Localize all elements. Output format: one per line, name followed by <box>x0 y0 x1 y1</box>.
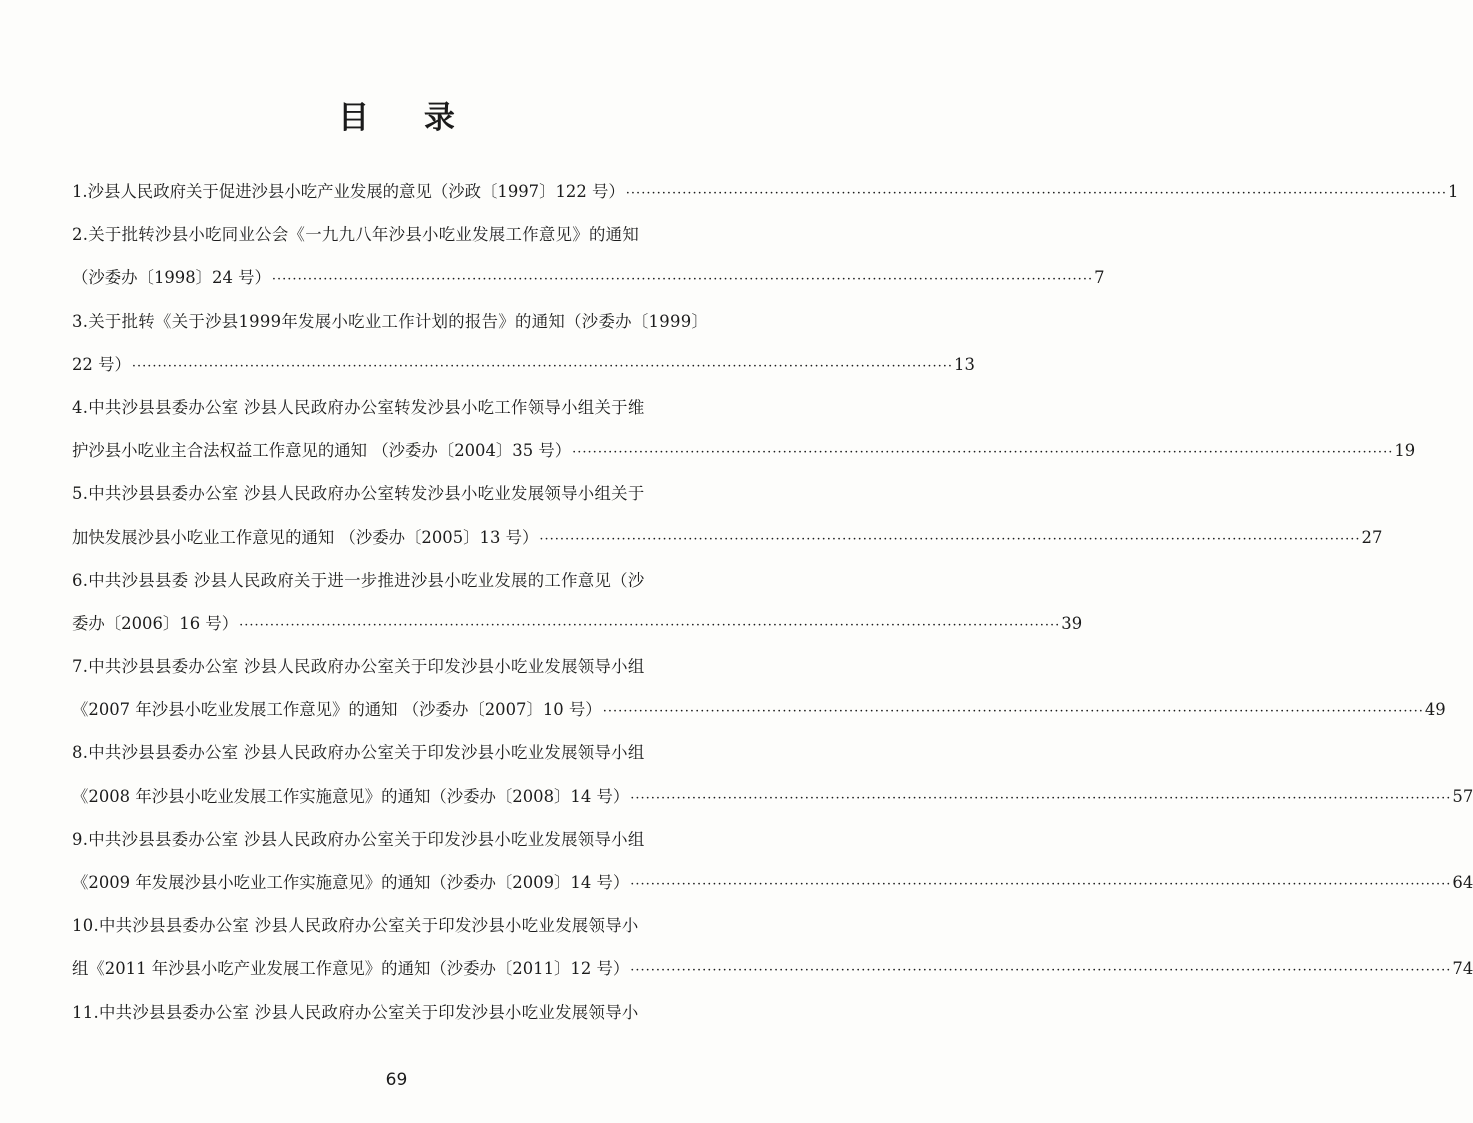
dot-leader: ································································································································································ <box>131 358 954 374</box>
toc-entry-line <box>72 478 718 521</box>
toc-entry-line <box>72 176 1459 219</box>
toc-entry-text: 4.中共沙县县委办公室 沙县人民政府办公室转发沙县小吃工作领导小组关于维 <box>72 397 645 417</box>
toc-entry-text: 加快发展沙县小吃业工作意见的通知 （沙委办〔2005〕13 号） <box>72 527 539 547</box>
toc-entry-line <box>72 867 1473 910</box>
toc-entry-text: 《2007 年沙县小吃业发展工作意见》的通知 （沙委办〔2007〕10 号） <box>72 700 602 720</box>
toc-page-number: 39 <box>1061 613 1083 633</box>
toc-page-number: 7 <box>1094 268 1105 288</box>
toc-entry-line <box>72 608 1083 651</box>
toc-entry-line <box>72 997 718 1040</box>
dot-leader: ································································································································································ <box>630 790 1452 806</box>
toc-entry-line <box>72 910 718 953</box>
toc-entry-line <box>72 522 1383 565</box>
toc-entry-line <box>72 694 1446 737</box>
toc-entry-line <box>72 824 718 867</box>
dot-leader: ································································································································································ <box>602 704 1424 720</box>
toc-entry-text: 《2009 年发展沙县小吃业工作实施意见》的通知（沙委办〔2009〕14 号） <box>72 873 630 892</box>
dot-leader: ································································································································································ <box>630 877 1452 892</box>
dot-leader: ································································································································································ <box>572 445 1394 461</box>
toc-entry-line <box>72 262 1105 305</box>
dot-leader: ································································································································································ <box>630 963 1452 979</box>
toc-entry-line <box>72 953 1473 996</box>
dot-leader: ································································································································································ <box>539 531 1361 547</box>
toc-entry-text: 11.中共沙县县委办公室 沙县人民政府办公室关于印发沙县小吃业发展领导小 <box>72 1002 639 1022</box>
dot-leader: ································································································································································ <box>625 186 1447 201</box>
toc-entry-line <box>72 435 1416 478</box>
toc-entry-text: 7.中共沙县县委办公室 沙县人民政府办公室关于印发沙县小吃业发展领导小组 <box>72 657 645 677</box>
toc-entry-text: 组《2011 年沙县小吃产业发展工作意见》的通知（沙委办〔2011〕12 号） <box>72 959 630 979</box>
toc-entry-line <box>72 565 718 608</box>
toc-entry-line <box>72 737 718 780</box>
toc-entry-text: 22 号） <box>72 354 131 374</box>
toc-entry-text: 3.关于批转《关于沙县1999年发展小吃业工作计划的报告》的通知（沙委办〔1999〕 <box>72 311 709 331</box>
dot-leader: ································································································································································ <box>271 272 1094 288</box>
toc-entry-line <box>72 219 718 262</box>
toc-entry-text: 9.中共沙县县委办公室 沙县人民政府办公室关于印发沙县小吃业发展领导小组 <box>72 829 645 849</box>
table-of-contents <box>72 176 1473 1040</box>
toc-page-number: 74 <box>1452 959 1473 979</box>
toc-page-number: 27 <box>1361 527 1383 547</box>
toc-entry-text: 2.关于批转沙县小吃同业公会《一九九八年沙县小吃业发展工作意见》的通知 <box>72 225 640 245</box>
toc-page-number: 19 <box>1394 441 1416 461</box>
toc-page-number: 1 <box>1447 182 1459 201</box>
toc-entry-text: 5.中共沙县县委办公室 沙县人民政府办公室转发沙县小吃业发展领导小组关于 <box>72 484 645 504</box>
toc-entry-text: 《2008 年沙县小吃业发展工作实施意见》的通知（沙委办〔2008〕14 号） <box>72 786 630 806</box>
dot-leader: ································································································································································ <box>239 617 1061 633</box>
toc-entry-text: 10.中共沙县县委办公室 沙县人民政府办公室关于印发沙县小吃业发展领导小 <box>72 916 639 936</box>
toc-page-number: 64 <box>1452 873 1473 892</box>
toc-entry-text: 护沙县小吃业主合法权益工作意见的通知 （沙委办〔2004〕35 号） <box>72 441 572 461</box>
toc-entry-line <box>72 306 718 349</box>
toc-page-number: 13 <box>954 354 975 374</box>
page-title: 目 录 <box>338 100 477 136</box>
toc-entry-line <box>72 349 975 392</box>
page-number: 69 <box>385 1070 408 1090</box>
toc-entry-text: 6.中共沙县县委 沙县人民政府关于进一步推进沙县小吃业发展的工作意见（沙 <box>72 570 645 590</box>
toc-entry-text: 8.中共沙县县委办公室 沙县人民政府办公室关于印发沙县小吃业发展领导小组 <box>72 743 645 763</box>
toc-entry-text: （沙委办〔1998〕24 号） <box>72 268 271 288</box>
toc-page-number: 57 <box>1452 786 1473 806</box>
toc-entry-line <box>72 651 718 694</box>
toc-page-number: 49 <box>1424 700 1446 720</box>
toc-entry-line <box>72 392 718 435</box>
toc-entry-line <box>72 781 1473 824</box>
toc-entry-text: 委办〔2006〕16 号） <box>72 613 239 633</box>
toc-entry-text: 1.沙县人民政府关于促进沙县小吃产业发展的意见（沙政〔1997〕122 号） <box>72 182 625 201</box>
